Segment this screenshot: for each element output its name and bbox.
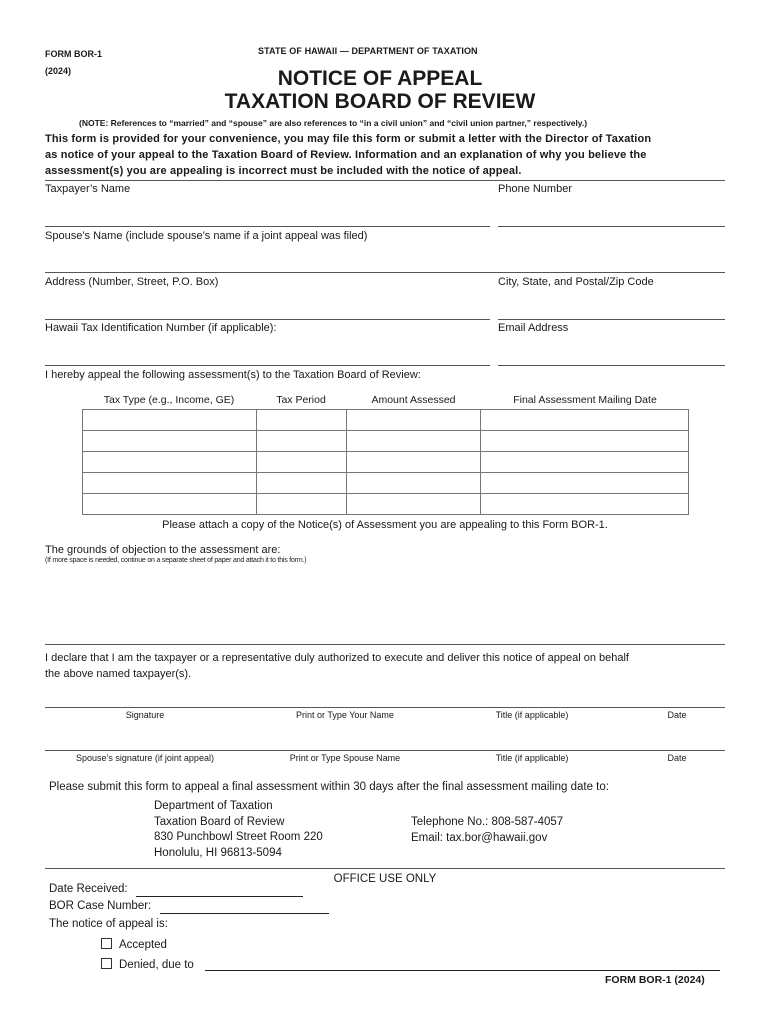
divider [45,868,725,869]
submit-instruction: Please submit this form to appeal a final assessment within 30 days after the final assessment mailing date to: [49,781,609,793]
col-amount-assessed: Amount Assessed [371,394,456,406]
divider [45,644,725,645]
office-use-heading: OFFICE USE ONLY [333,873,437,885]
table-cell[interactable] [256,473,346,494]
col-tax-type: Tax Type (e.g., Income, GE) [103,394,235,406]
spouse-name-field[interactable] [45,272,725,273]
denied-checkbox[interactable] [101,958,112,969]
denied-reason-field[interactable] [205,970,720,971]
address-label: Address (Number, Street, P.O. Box) [45,276,219,288]
title-caption: Title (if applicable) [495,710,569,720]
table-cell[interactable] [346,473,481,494]
table-cell[interactable] [83,473,257,494]
form-year: (2024) [45,66,72,76]
declaration [45,650,629,682]
denied-option[interactable] [101,958,194,971]
title-line-1: NOTICE OF APPEAL [277,67,483,90]
agency-name: STATE OF HAWAII — DEPARTMENT OF TAXATION [258,46,478,56]
address-line: Taxation Board of Review [154,815,285,828]
address-line: Department of Taxation [154,800,273,812]
grounds-label: The grounds of objection to the assessment are: [45,544,281,556]
civil-union-note: (NOTE: References to “married” and “spouse” are also references to “in a civil union” and “civil union partner,” respectively.) [79,118,588,128]
spouse-date-caption: Date [667,753,687,763]
form-number: FORM BOR-1 [45,49,102,59]
date-caption: Date [667,710,687,720]
table-row [83,452,689,473]
declaration-line: the above named taxpayer(s). [45,668,192,680]
spouse-name-label: Spouse’s Name (include spouse’s name if a joint appeal was filed) [45,230,368,242]
denied-label: Denied, due to [119,959,194,971]
email-label: Email Address [498,322,569,334]
taxpayer-name-label: Taxpayer’s Name [45,183,131,195]
table-cell[interactable] [346,431,481,452]
table-cell[interactable] [481,410,689,431]
assessment-intro: I hereby appeal the following assessment(s) to the Taxation Board of Review: [45,369,421,381]
table-cell[interactable] [83,494,257,515]
address-line: Honolulu, HI 96813-5094 [154,846,282,859]
intro-line: assessment(s) you are appealing is incorrect must be included with the notice of appeal. [45,165,522,177]
grounds-text-area[interactable] [45,570,725,642]
table-cell[interactable] [346,452,481,473]
date-received-label: Date Received: [49,883,128,895]
assessment-table [82,409,689,515]
page-title [0,67,760,113]
address-line: 830 Punchbowl Street Room 220 [154,831,323,843]
phone-number-label: Phone Number [498,183,572,195]
spouse-print-name-caption: Print or Type Spouse Name [289,753,401,763]
accepted-option[interactable] [101,938,167,951]
table-row [83,473,689,494]
title-line-2: TAXATION BOARD OF REVIEW [224,90,536,113]
col-tax-period: Tax Period [276,394,326,406]
intro-line: as notice of your appeal to the Taxation Board of Review. Information and an explanation of why you believe the [45,149,647,161]
spouse-signature-caption: Spouse’s signature (if joint appeal) [76,753,214,763]
table-cell[interactable] [83,431,257,452]
signature-line[interactable] [45,707,725,708]
city-state-zip-field[interactable] [498,319,725,320]
email-address: Email: tax.bor@hawaii.gov [411,831,548,844]
intro-paragraph [45,131,651,179]
table-cell[interactable] [481,494,689,515]
tax-id-label: Hawaii Tax Identification Number (if applicable): [45,322,277,334]
mailing-address [154,799,323,861]
accepted-label: Accepted [119,939,167,951]
table-cell[interactable] [256,452,346,473]
divider [45,180,725,181]
table-cell[interactable] [346,410,481,431]
col-mailing-date: Final Assessment Mailing Date [513,394,657,406]
print-name-caption: Print or Type Your Name [296,710,394,720]
spouse-signature-line[interactable] [45,750,725,751]
declaration-line: I declare that I am the taxpayer or a representative duly authorized to execute and deliver this notice of appeal on behalf [45,652,629,664]
case-number-field[interactable] [160,913,329,914]
table-cell[interactable] [256,494,346,515]
table-cell[interactable] [481,431,689,452]
tax-id-field[interactable] [45,365,490,366]
contact-info [411,815,563,846]
table-cell[interactable] [256,431,346,452]
case-number-label: BOR Case Number: [49,900,152,912]
email-field[interactable] [498,365,725,366]
date-received-field[interactable] [136,896,303,897]
table-cell[interactable] [256,410,346,431]
attach-note: Please attach a copy of the Notice(s) of Assessment you are appealing to this Form BOR-1. [162,519,608,531]
city-state-zip-label: City, State, and Postal/Zip Code [498,276,654,288]
table-row [83,494,689,515]
address-field[interactable] [45,319,490,320]
table-cell[interactable] [83,410,257,431]
table-cell[interactable] [481,452,689,473]
signature-caption: Signature [125,710,165,720]
grounds-hint: (If more space is needed, continue on a separate sheet of paper and attach it to this form.) [45,557,307,564]
phone-number-field[interactable] [498,226,725,227]
taxpayer-name-field[interactable] [45,226,490,227]
table-row [83,431,689,452]
telephone: Telephone No.: 808-587-4057 [411,816,564,828]
footer-form-label: FORM BOR-1 (2024) [605,974,705,986]
table-cell[interactable] [481,473,689,494]
spouse-title-caption: Title (if applicable) [495,753,569,763]
table-cell[interactable] [83,452,257,473]
intro-line: This form is provided for your convenience, you may file this form or submit a letter with the Director of Taxation [45,133,652,145]
notice-status-label: The notice of appeal is: [49,918,168,930]
table-cell[interactable] [346,494,481,515]
accepted-checkbox[interactable] [101,938,112,949]
table-row [83,410,689,431]
